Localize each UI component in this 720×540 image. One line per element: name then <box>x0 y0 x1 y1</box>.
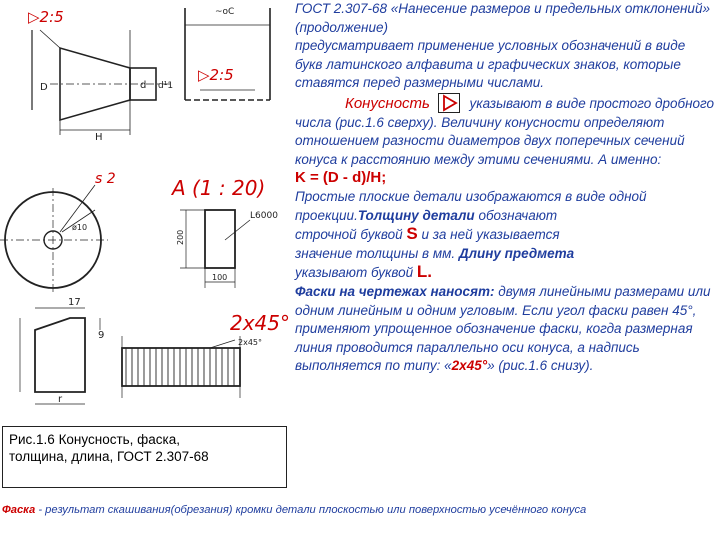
chamfer-paragraph <box>295 283 715 376</box>
dim-r: r <box>58 394 63 405</box>
chamfer-label: 2x45° <box>230 311 291 335</box>
taper-text: указывают в виде простого дробного числа (рис.1.6 сверху). Величину конусности определяют отношением разности диаметров двух поперечных сечений конуса к расстоянию между этими сечениями. А именно: <box>295 95 715 167</box>
disc-drawing <box>0 185 108 292</box>
figure-drawings <box>0 0 295 425</box>
definition-term: Фаска <box>2 504 36 516</box>
dim-200: 200 <box>176 229 185 245</box>
flat-text-5: и за ней указывается <box>421 227 560 243</box>
dim-D: D <box>40 82 48 93</box>
flat-text-2: Толщину детали <box>357 207 475 223</box>
dim-d: d <box>140 80 147 91</box>
main-text <box>295 0 715 376</box>
caption-line-2: толщина, длина, ГОСТ 2.307-68 <box>9 449 209 464</box>
chamfer-text-1: Фаски на чертежах наносят: <box>295 283 495 299</box>
flat-paragraph <box>295 188 715 283</box>
small-chamfer-label: 2x45° <box>238 338 263 347</box>
definition-text: - результат скашивания(обрезания) кромки детали плоскостью или поверхностью усечённого конуса <box>35 504 587 516</box>
heading <box>295 0 715 37</box>
flat-text-7: Длину предмета <box>458 245 575 261</box>
length-letter: L. <box>416 262 433 282</box>
chamfer-code: 2x45° <box>451 358 488 374</box>
thickness-letter: S <box>406 224 418 244</box>
taper-label-2: ▷2:5 <box>198 66 234 84</box>
taper-label-1: ▷2:5 <box>28 8 64 26</box>
part-a-label: A (1 : 20) <box>172 176 266 200</box>
disc-thickness-label: s 2 <box>95 171 116 187</box>
dim-9: 9 <box>98 330 105 341</box>
heading-text: ГОСТ 2.307-68 «Нанесение размеров и предельных отклонений» (продолжение) <box>295 1 710 35</box>
taper-formula: K = (D - d)/H; <box>295 169 387 187</box>
dim-d1: d¹1 <box>158 81 174 91</box>
flat-text-6: значение толщины в мм. <box>295 245 456 261</box>
cone-drawing <box>32 8 270 135</box>
intro-paragraph <box>295 37 715 93</box>
intro-text: предусматривает применение условных обозначений в виде букв латинского алфавита и графических знаков, которые ставятся перед размерными числами. <box>295 38 686 91</box>
chamfer-text-3: » (рис.1.6 снизу). <box>487 358 594 374</box>
chamfer-drawing <box>20 308 240 404</box>
taper-triangle-icon <box>438 93 460 113</box>
dim-top: ~oC <box>215 7 235 17</box>
dim-100: 100 <box>212 273 228 282</box>
caption-line-1: Рис.1.6 Конусность, фаска, <box>9 432 180 447</box>
flat-text-8: указывают буквой <box>295 265 414 281</box>
flat-text-1: Простые плоские детали изображаются в виде одной проекции. <box>295 188 647 223</box>
dim-H: H <box>95 132 103 143</box>
taper-word: Конусность <box>345 94 430 112</box>
chamfer-text-2: двумя линейными размерами или одним линейным и одним угловым. Если угол фаски равен 45°, применяют упрощенное обозначение фаски, когда размерная линия проводится параллельно оси конуса, а надпись выполняется по типу: « <box>295 283 711 374</box>
dim-17: 17 <box>68 297 81 308</box>
disc-hole-label: ø10 <box>72 223 88 232</box>
chamfer-definition <box>2 504 718 516</box>
formula-line <box>295 169 715 188</box>
flat-text-4: строчной буквой <box>295 227 403 243</box>
dim-length: L6000 <box>250 211 278 221</box>
taper-paragraph <box>295 93 715 169</box>
flat-text-3: обозначают <box>478 207 558 223</box>
figure-caption <box>2 426 287 488</box>
